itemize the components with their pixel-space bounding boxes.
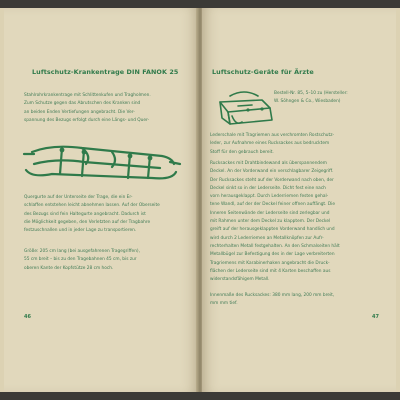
text-line: mm mm tief.	[210, 301, 238, 307]
right-paragraph-3	[210, 292, 334, 309]
text-line: Bestell-Nr. 85, 5–10 zu (Hersteller:	[274, 91, 348, 96]
left-page-title: Luftschutz-Krankentrage DIN FANOK 25	[32, 68, 179, 76]
doctor-bag-illustration	[212, 86, 276, 128]
text-line: Stoff für den gebrauch bereit.	[210, 149, 274, 155]
left-page	[4, 8, 198, 392]
text-line: Tragriemens mit Karabinerhaken angebracht die Druck-	[210, 260, 330, 266]
text-line: festzuschnallen und in jeder Lage zu transportieren.	[24, 228, 137, 234]
right-page	[202, 8, 396, 392]
text-line: an beiden Enden Vertiefungen angebracht. Die Ver-	[24, 109, 135, 115]
book-spread	[0, 8, 400, 392]
text-line: Rucksackes mit Drahtbindewand als überspannendem	[210, 161, 327, 166]
text-line: Quergurte auf der Unterseite der Trage, die ein Er-	[24, 195, 133, 200]
text-line: die Möglichkeit gegeben, den Verletzten auf der Tragbahre	[24, 219, 151, 225]
right-page-number: 47	[372, 314, 379, 320]
text-line: schlaffen entstehen leicht abnehmen lassen. Auf der Oberseite	[24, 203, 160, 209]
text-line: Lederschale mit Tragriemen aus verchromten Rostschutz-	[210, 133, 335, 138]
left-paragraph-3	[24, 248, 140, 273]
text-line: Größe: 205 cm lang (bei ausgefahrenen Tragegriffen),	[24, 249, 140, 254]
text-line: W. Söhngen & Co., Wiesbaden)	[274, 99, 341, 105]
text-line: Deckel sinkt so in der Lederseite. Dicht fest eine nach	[210, 185, 326, 191]
right-paragraph-2	[210, 160, 340, 284]
stretcher-illustration	[22, 134, 182, 186]
text-line: oberen Kante der Kopfstütze 28 cm hoch.	[24, 265, 114, 271]
text-line: Zum Schutze gegen das Abrutschen des Kranken sind	[24, 101, 141, 107]
text-line: spannung des Bezugs erfolgt durch eine Längs- und Quer-	[24, 117, 150, 123]
right-paragraph-1	[210, 132, 334, 157]
right-page-title: Luftschutz-Geräte für Ärzte	[212, 68, 314, 76]
text-line: des Bezugs sind fein Haltegurte angebracht. Dadurch ist	[24, 211, 146, 217]
text-line: leder, zur Aufnahme eines Rucksackes aus bedrucktem	[210, 141, 330, 147]
left-paragraph-1	[24, 92, 151, 125]
text-line: Innenmaße des Rucksackes: 380 mm lang, 200 mm breit,	[210, 293, 335, 298]
text-line: Der Rucksackes steht auf der Vorderwand nach oben, der	[210, 177, 334, 183]
text-line: rechterhalten Metall festgehalten. An den Schmalseiten hält	[210, 243, 340, 249]
text-line: widerstandsfähigem Metall.	[210, 277, 270, 283]
text-line: Deckel. An der Vorderwand ein verschlagbarer Zeigegriff.	[210, 169, 334, 175]
text-line: Metallbügel zur Befestigung des in der Lage verbreiterten	[210, 252, 335, 258]
text-line: tene Wandl, auf der der Deckel feiner offnen auffängt. Die	[210, 202, 335, 208]
text-line: vorn herausgeklappt. Durch Lederriemen festen gehal-	[210, 194, 329, 200]
text-line: mit Rahmen unter dem Deckel zu klapptem. Der Deckel	[210, 219, 331, 225]
text-line: greift auf der herausgeklappten Vorderwand handlich und	[210, 227, 335, 233]
left-page-number: 46	[24, 314, 31, 320]
left-paragraph-2	[24, 194, 160, 235]
right-address	[274, 90, 348, 107]
text-line: Stahlrohrkrankentrage mit Schlittenkufen und Tragholmen.	[24, 93, 151, 98]
text-line: flächen der Lederseite sind mit 4 Karten beschaffen aus	[210, 268, 331, 274]
text-line: wird durch 2 Lederriemen an Metallknöpfen zur Aufr-	[210, 235, 324, 241]
text-line: 55 cm breit – bis zu den Tragebahnen 45 cm, bis zur	[24, 257, 137, 263]
text-line: Inneren Seitenwände der Lederseite sind zerlegbar und	[210, 210, 330, 216]
